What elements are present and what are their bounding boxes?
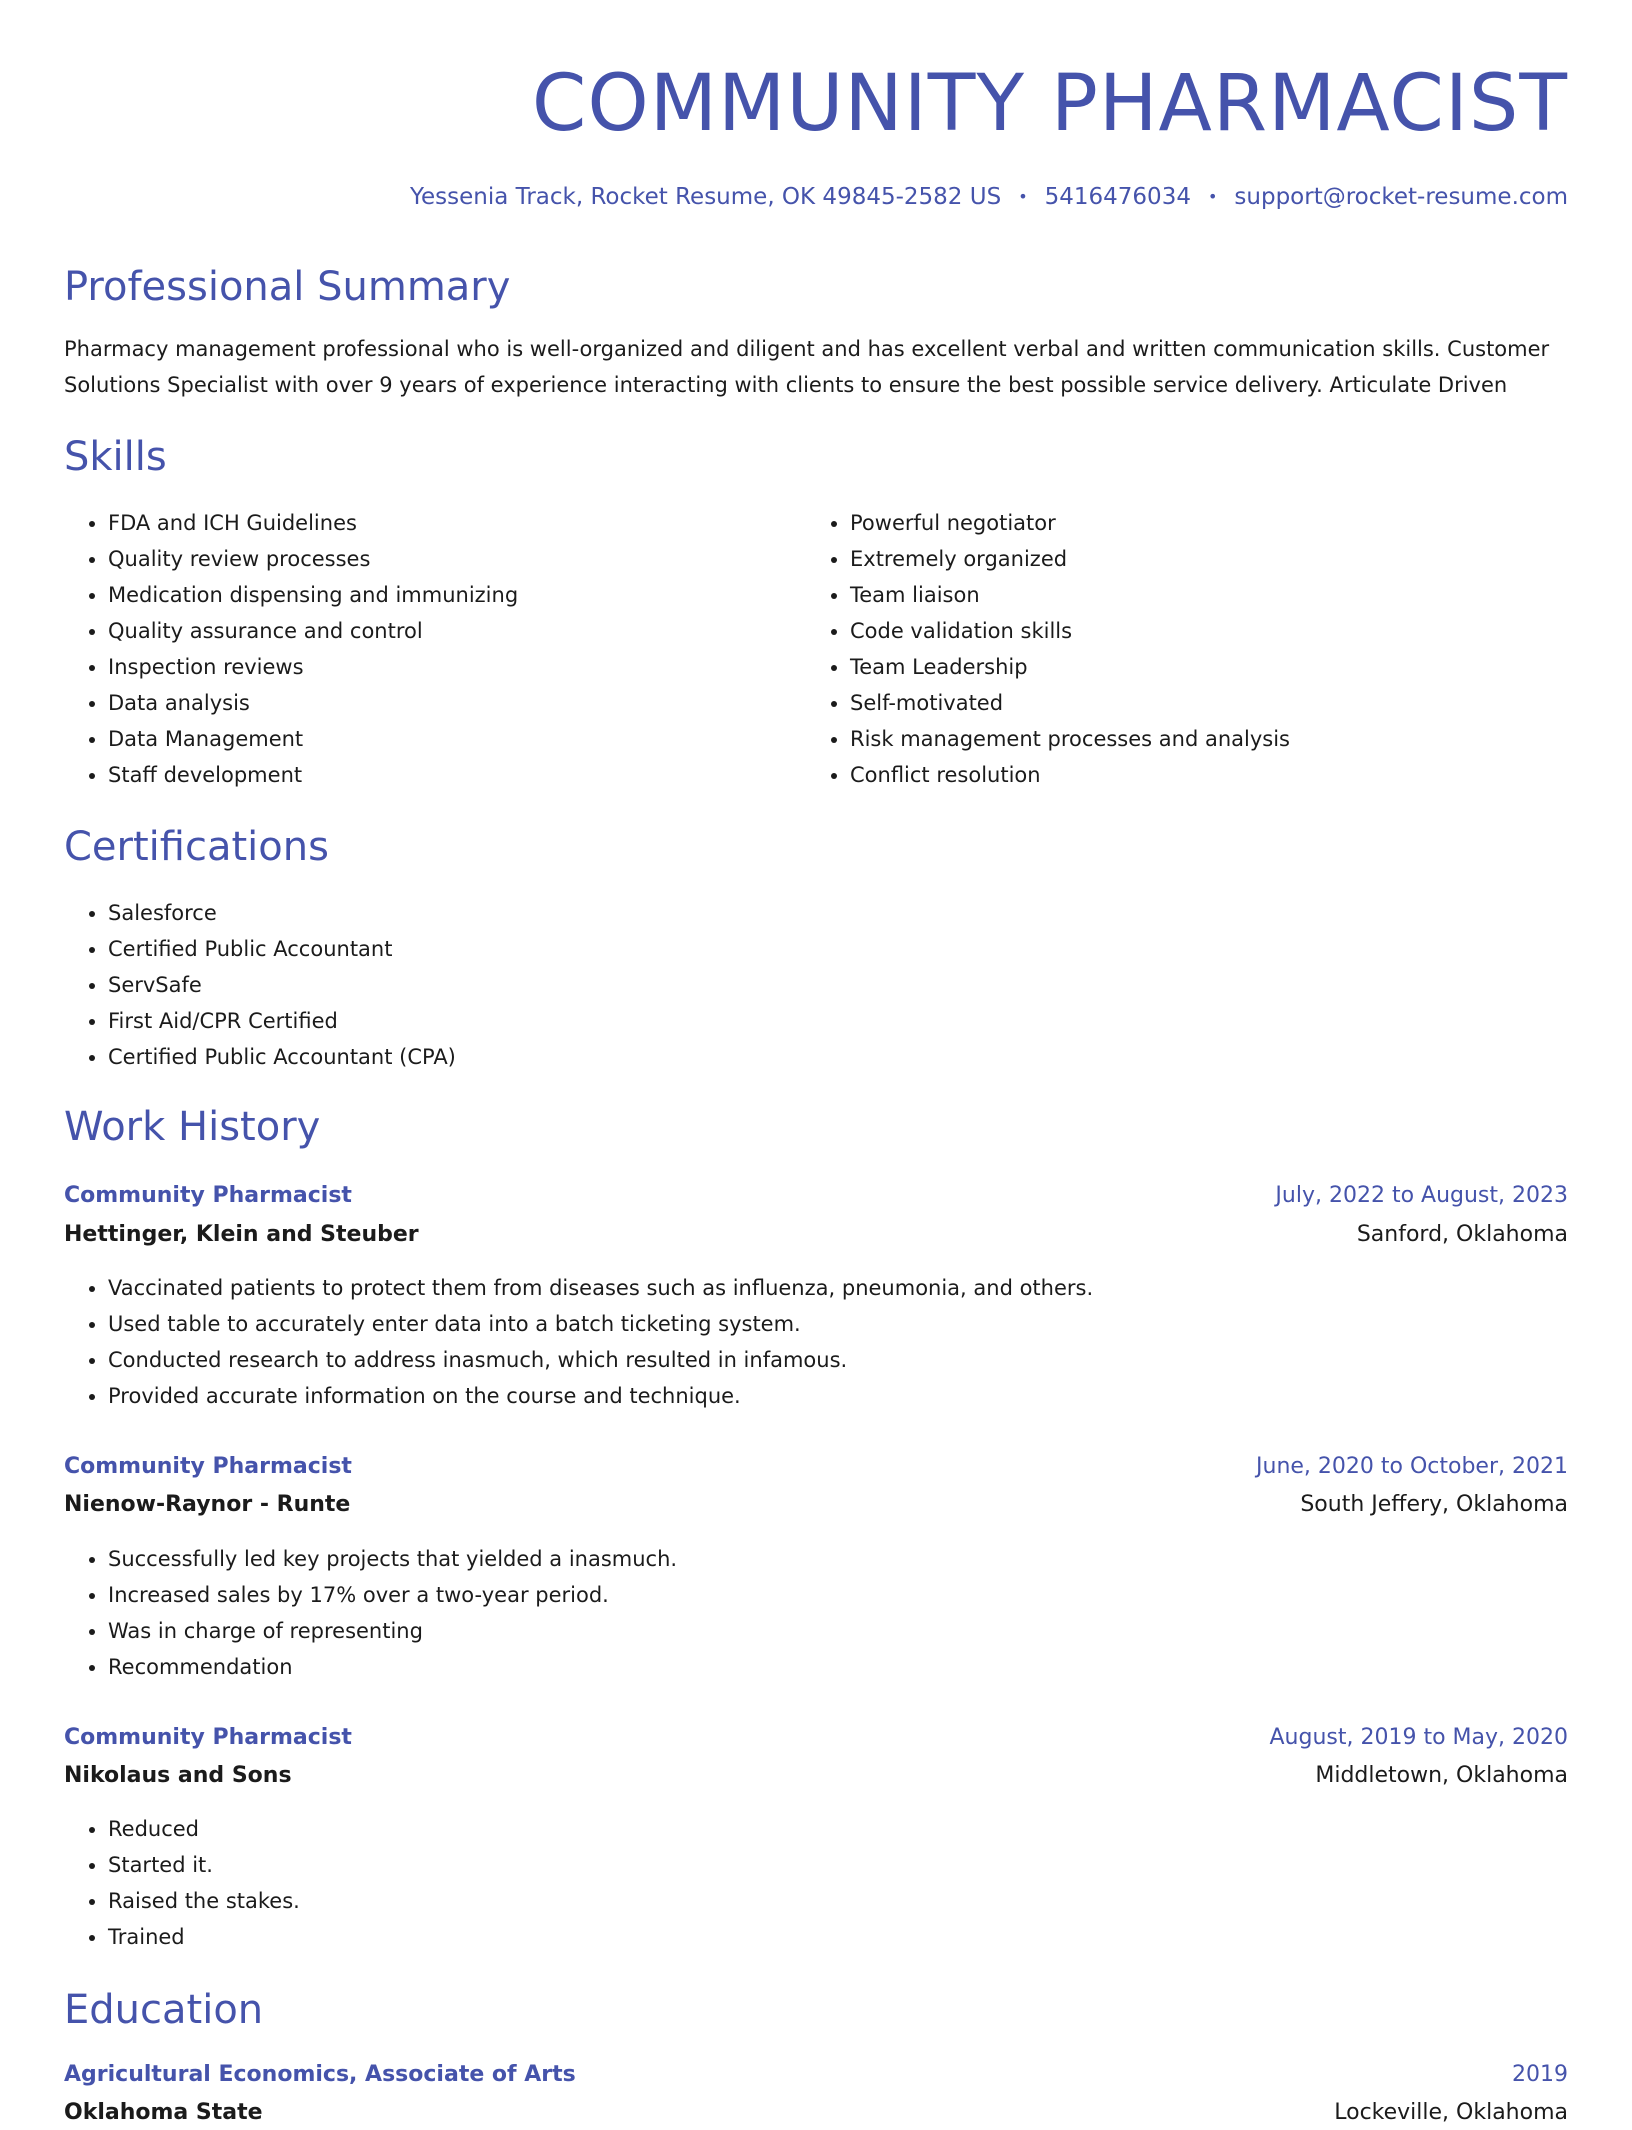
education-year: 2019 [1512, 2062, 1568, 2087]
job-bullet: • Started it. [108, 1847, 300, 1883]
job-bullets [64, 1541, 677, 1685]
job-location: South Jeffery, Oklahoma [1300, 1492, 1568, 1517]
contact-separator: • [1207, 187, 1218, 206]
job-bullet: • Raised the stakes. [108, 1883, 300, 1919]
skill-item: • Code validation skills [850, 613, 1290, 649]
job-bullets [64, 1270, 1093, 1414]
skill-item: • Data analysis [108, 685, 518, 721]
job-location: Middletown, Oklahoma [1315, 1763, 1568, 1788]
work-history-heading: Work History [64, 1104, 321, 1150]
skills-list-left [64, 505, 518, 793]
job-company: Hettinger, Klein and Steuber [64, 1222, 419, 1247]
job-bullet: • Vaccinated patients to protect them from diseases such as influenza, pneumonia, and others. [108, 1270, 1093, 1306]
education-location: Lockeville, Oklahoma [1334, 2100, 1568, 2125]
summary-heading: Professional Summary [64, 264, 511, 310]
job-dates: June, 2020 to October, 2021 [1256, 1454, 1568, 1479]
contact-address: Yessenia Track, Rocket Resume, OK 49845-2582 US [410, 184, 1002, 210]
education-school: Oklahoma State [64, 2100, 263, 2125]
skill-item: • FDA and ICH Guidelines [108, 505, 518, 541]
skill-item: • Team liaison [850, 577, 1290, 613]
skill-item: • Quality review processes [108, 541, 518, 577]
certifications-heading: Certifications [64, 824, 329, 870]
job-bullet: • Conducted research to address inasmuch, which resulted in infamous. [108, 1342, 1093, 1378]
skill-item: • Medication dispensing and immunizing [108, 577, 518, 613]
job-dates: August, 2019 to May, 2020 [1269, 1725, 1568, 1750]
skills-heading: Skills [64, 434, 167, 480]
job-bullet: • Successfully led key projects that yielded a inasmuch. [108, 1541, 677, 1577]
skill-item: • Conflict resolution [850, 757, 1290, 793]
skill-item: • Inspection reviews [108, 649, 518, 685]
job-dates: July, 2022 to August, 2023 [1275, 1183, 1568, 1208]
job-bullet: • Provided accurate information on the course and technique. [108, 1378, 1093, 1414]
job-bullet: • Trained [108, 1919, 300, 1955]
skill-item: • Risk management processes and analysis [850, 721, 1290, 757]
certification-item: • Certified Public Accountant (CPA) [108, 1039, 456, 1075]
skill-item: • Staff development [108, 757, 518, 793]
skills-list-right [806, 505, 1290, 793]
job-title: Community Pharmacist [64, 1725, 352, 1750]
resume-name: COMMUNITY PHARMACIST [531, 59, 1568, 149]
job-bullet: • Increased sales by 17% over a two-year period. [108, 1577, 677, 1613]
certification-item: • First Aid/CPR Certified [108, 1003, 456, 1039]
certification-item: • Salesforce [108, 895, 456, 931]
contact-email[interactable]: support@rocket-resume.com [1234, 184, 1568, 210]
summary-text: Pharmacy management professional who is well-organized and diligent and has excellent verbal and written communication skills. Customer Solutions Specialist with over 9 years of experience interacting with clients to ensure the best possible service delivery. Articulate Driven [64, 337, 1550, 397]
certification-item: • ServSafe [108, 967, 456, 1003]
job-title: Community Pharmacist [64, 1183, 352, 1208]
job-company: Nienow-Raynor - Runte [64, 1492, 351, 1517]
contact-line [410, 180, 1568, 214]
job-bullets [64, 1811, 300, 1955]
contact-phone: 5416476034 [1044, 184, 1191, 210]
job-bullet: • Was in charge of representing [108, 1613, 677, 1649]
skill-item: • Team Leadership [850, 649, 1290, 685]
job-title: Community Pharmacist [64, 1454, 352, 1479]
job-bullet: • Recommendation [108, 1649, 677, 1685]
job-bullet: • Used table to accurately enter data into a batch ticketing system. [108, 1306, 1093, 1342]
contact-separator: • [1018, 187, 1028, 206]
job-bullet: • Reduced [108, 1811, 300, 1847]
job-company: Nikolaus and Sons [64, 1763, 292, 1788]
education-heading: Education [64, 1987, 264, 2033]
certifications-list [64, 895, 456, 1075]
skill-item: • Self-motivated [850, 685, 1290, 721]
skill-item: • Quality assurance and control [108, 613, 518, 649]
certification-item: • Certified Public Accountant [108, 931, 456, 967]
skill-item: • Data Management [108, 721, 518, 757]
skill-item: • Extremely organized [850, 541, 1290, 577]
skill-item: • Powerful negotiator [850, 505, 1290, 541]
job-location: Sanford, Oklahoma [1356, 1222, 1568, 1247]
education-degree: Agricultural Economics, Associate of Arts [64, 2062, 576, 2087]
